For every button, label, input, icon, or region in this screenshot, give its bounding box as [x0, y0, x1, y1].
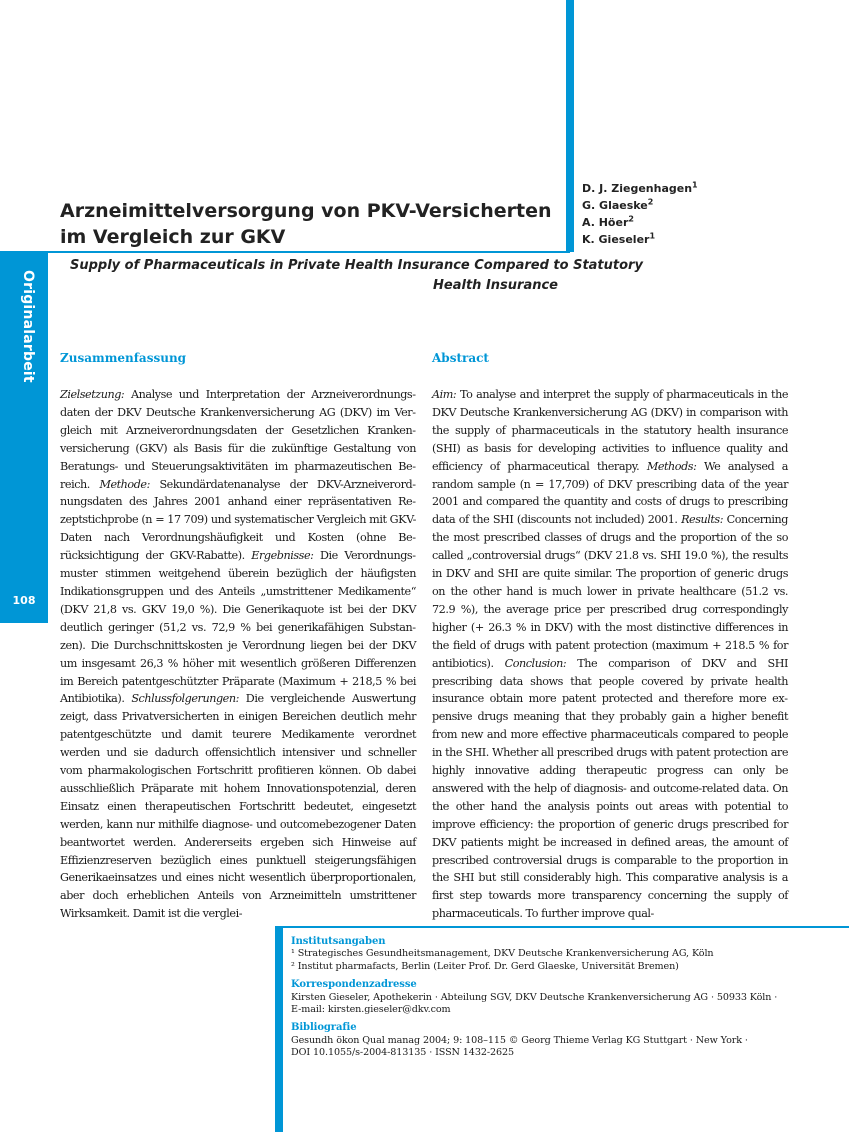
zusammenfassung-text: Zielsetzung: Analyse und Interpretation der Arzneiverordnungsdaten der DKV Deutsche Krankenversicherung AG (DKV) im Vergleich mit Arzneiverordnungsdaten der Gesetzlichen Krankenversicherung (GKV) als Basis für die zukünftige Gestaltung von Beratungs- und Steuerungsaktivitäten im pharmazeutischen Bereich. Methode: Sekundärdatenanalyse der DKV-Arzneiverordnungsdaten des Jahres 2001 anhand einer repräsentativen Rezeptstichprobe (n = 17 709) und systematischer Vergleich mit GKV-Daten nach Verordnungshäufigkeit und Kosten (ohne Berücksichtigung der GKV-Rabatte). Ergebnisse: Die Verordnungsmuster stimmen weitgehend überein bezüglich der häufigsten Indikationsgruppen und des Anteils „umstrittener Medikamente“ (DKV 21,8 vs. GKV 19,0 %). Die Generikaquote ist bei der DKV deutlich geringer (51,2 vs. 72,9 % bei generikafähigen Substanzen). Die Durchschnittskosten je Verordnung liegen bei der DKV um insgesamt 26,3 % höher mit wesentlich größeren Differenzen im Bereich patentgeschützter Präparate (Maximum + 218,5 % bei Antibiotika). Schlussfolgerungen: Die vergleichende Auswertung zeigt, dass Privatversicherten in einigen Bereichen deutlich mehr patentgeschützte und damit teurere Medikamente verordnet werden und sie dadurch offensichtlich intensiver und schneller vom pharmakologischen Fortschritt profitieren können. Ob dabei ausschließlich Präparate mit hohem Innovationspotenzial, deren Einsatz einen therapeutischen Fortschritt bedeutet, eingesetzt werden, kann nur mithilfe diagnose- und outcomebezogener Daten beantwortet werden. Andererseits ergeben sich Hinweise auf Effizienzreserven bezüglich eines punktuell steigerungsfähigen Generikaeinsatzes und eines nicht wesentlich überproportionalen, aber doch erheblichen Anteils von Arzneimitteln umstrittener Wirksamkeit. Damit ist die verglei- — [60, 388, 416, 921]
footer-divider — [275, 926, 849, 928]
title-line-1: Arzneimittelversorgung von PKV-Versicherten — [60, 200, 552, 222]
bibliography-citation: Gesundh ökon Qual manag 2004; 9: 108–115 © Georg Thieme Verlag KG Stuttgart · New York · — [291, 1034, 748, 1046]
institute-line: ² Institut pharmafacts, Berlin (Leiter Prof. Dr. Gerd Glaeske, Universität Bremen) — [291, 960, 679, 972]
abstract-section — [432, 350, 788, 923]
correspondence-email: E-mail: kirsten.gieseler@dkv.com — [291, 1004, 451, 1016]
bibliography-block — [291, 1022, 841, 1059]
zusammenfassung-heading: Zusammenfassung — [60, 351, 187, 365]
author: A. Höer$^2$ — [582, 214, 634, 229]
accent-bar-top — [566, 0, 574, 252]
footer-accent-bar — [275, 926, 283, 1132]
correspondence-block — [291, 979, 841, 1016]
subtitle-line-2: Health Insurance — [433, 278, 558, 293]
institute-line: ¹ Strategisches Gesundheitsmanagement, DKV Deutsche Krankenversicherung AG, Köln — [291, 948, 714, 960]
article-title — [60, 198, 560, 250]
title-divider — [0, 251, 570, 253]
article-subtitle — [70, 256, 643, 296]
bibliography-doi: DOI 10.1055/s-2004-813135 · ISSN 1432-2625 — [291, 1047, 514, 1059]
correspondence-address: Kirsten Gieseler, Apothekerin · Abteilung SGV, DKV Deutsche Krankenversicherung AG · 50933 Köln · — [291, 991, 778, 1003]
title-line-2: im Vergleich zur GKV — [60, 226, 286, 248]
zusammenfassung-section — [60, 350, 416, 923]
bibliography-heading: Bibliografie — [291, 1022, 357, 1034]
abstract-text: Aim: To analyse and interpret the supply of pharmaceuticals in the DKV Deutsche Krankenversicherung AG (DKV) in comparison with the supply of pharmaceuticals in the statutory health insurance (SHI) as basis for developing activities to influence quality and efficiency of pharmaceutical therapy. Methods: We analysed a random sample (n = 17,709) of DKV prescribing data of the year 2001 and compared the quantity and costs of drugs to prescribing data of the SHI (discounts not included) 2001. Results: Concerning the most prescribed classes of drugs and the proportion of the so called „controversial drugs“ (DKV 21.8 vs. SHI 19.0 %), the results in DKV and SHI are quite similar. The proportion of generic drugs on the other hand is much lower in private healthcare (51.2 vs. 72.9 %), the average price per prescribed drug correspondingly higher (+ 26.3 % in DKV) with the most distinctive differences in the field of drugs with patent protection (maximum + 218.5 % for antibiotics). Conclusion: The comparison of DKV and SHI prescribing data shows that people covered by private health insurance obtain more patent protected and therefore more expensive drugs meaning that they probably gain a higher benefit from new and more effective pharmaceuticals compared to people in the SHI. Whether all prescribed drugs with patent protection are highly innovative adding therapeutic progress can only be answered with the help of diagnosis- and outcome-related data. On the other hand the analysis points out areas with potential to improve efficiency: the proportion of generic drugs prescribed for DKV patients might be increased in defined areas, the amount of prescribed controversial drugs is comparable to the proportion in the SHI but still considerably high. This comparative analysis is a first step towards more transparency concerning the supply of pharmaceuticals. To further improve qual- — [432, 388, 788, 921]
author-list — [582, 180, 698, 248]
subtitle-line-1: Supply of Pharmaceuticals in Private Health Insurance Compared to Statutory — [70, 258, 643, 273]
author: K. Gieseler$^1$ — [582, 231, 656, 246]
footer-info — [291, 936, 841, 1066]
abstract-heading: Abstract — [432, 351, 489, 365]
correspondence-heading: Korrespondenzadresse — [291, 979, 417, 991]
institutes-block — [291, 936, 841, 973]
institutes-heading: Institutsangaben — [291, 936, 386, 947]
author: D. J. Ziegenhagen$^1$ — [582, 180, 698, 195]
author: G. Glaeske$^2$ — [582, 197, 654, 212]
section-type-label: Originalarbeit — [20, 270, 36, 383]
page-number: 108 — [12, 594, 36, 607]
